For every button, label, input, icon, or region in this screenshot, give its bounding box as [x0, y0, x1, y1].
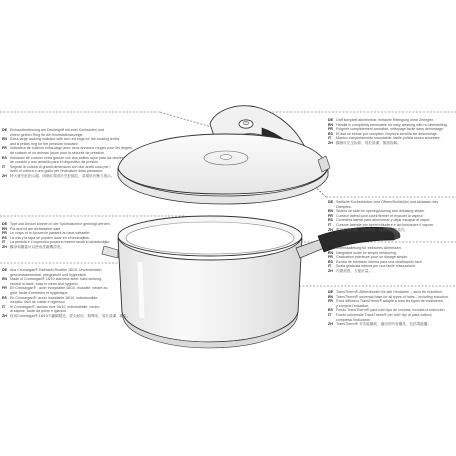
- callout-text: Cursore laterale per aprire/chiudere e far fuoriuscire il vapore.: [336, 222, 435, 227]
- language-code: EN: [328, 294, 333, 299]
- callout-text: Einhandbedienung am Deckelgriff mit zwei Kochstufen und: [10, 128, 104, 132]
- callout-text: La pentola e il coperchio possono essere lavati in lavastoviglie.: [10, 240, 111, 245]
- callout-text: Pot and lid are dishwasher-safe.: [10, 226, 62, 231]
- language-code: DE: [328, 118, 333, 122]
- language-code: ES: [328, 131, 333, 136]
- callout-text: Extra-large cooking indicator with two red rings for the cooking levels: [10, 137, 120, 142]
- language-code: IT: [328, 136, 332, 141]
- callout-text: TransTherm® universal base for all types of hobs – including induction.: [336, 294, 449, 299]
- language-code: EN: [2, 137, 7, 142]
- language-code: EN: [328, 209, 333, 214]
- language-code: ZH: [328, 140, 333, 145]
- callout-text: de cocción y uno amarillo para el dispositivo de presión.: [10, 160, 100, 165]
- callout-text: geschmacksneutral, pflegeleicht und hygienisch.: [10, 272, 88, 277]
- callout-text: 內置刻度，方便計量。: [336, 268, 372, 273]
- callout-text: Poignée complètement amovible, nettoyage facile sans démontage.: [336, 127, 444, 132]
- language-code: IT: [2, 164, 6, 169]
- pot: [118, 216, 302, 348]
- language-code: ES: [328, 218, 333, 223]
- lid-dome: [118, 134, 328, 194]
- lid: [118, 134, 330, 204]
- callout-text: En Cromargan® : acier inoxydable 18/10, inusable, neutre au: [10, 286, 108, 291]
- callout-line: [2, 245, 111, 250]
- callout-text: einem gelben Ring für die Kochstufenanzeige.: [10, 132, 84, 137]
- callout-text: Griff komplett abnehmbar, einfache Reinigung ohne Zerlegen.: [336, 118, 435, 122]
- language-code: ES: [328, 259, 333, 264]
- callout-text: Innenskalierung für einfaches Abmessen.: [336, 246, 402, 250]
- callout-text: Integrated scale for simple measuring.: [336, 250, 397, 255]
- callout-text: de cuisson et un anneau jaune pour la sécurité de pression.: [10, 150, 106, 155]
- pot-highlight: [140, 262, 142, 318]
- language-code: DE: [328, 246, 333, 250]
- callout-text: 鍋身和鍋蓋可以使用洗碗機清洗。: [10, 244, 64, 249]
- language-code: DE: [328, 200, 333, 204]
- callout-text: Scala graduata interna per una facile misurazione.: [336, 264, 417, 269]
- language-code: EN: [328, 250, 333, 255]
- callout-text: goût, facile d'entretien et hygiénique.: [10, 290, 69, 295]
- callout-text: Sliders on side for opening/closing and releasing steam.: [336, 209, 426, 214]
- callout-text: livelli di cottura e uno giallo per l'indicatore della pressione.: [10, 169, 104, 174]
- callout-line: [328, 141, 448, 146]
- cooking-indicator-cap-icon: [243, 121, 249, 125]
- callout-text: Fond diffuseur TransTherm® adapté à tous les types de cuisinières,: [336, 299, 444, 304]
- language-code: EN: [2, 277, 7, 282]
- language-code: ZH: [2, 244, 7, 249]
- language-code: ZH: [2, 173, 7, 178]
- callout-text: 鍋柄可完全拆卸，易於清潔，無需拆解。: [336, 140, 401, 145]
- language-code: DE: [328, 290, 333, 294]
- language-code: DE: [2, 268, 7, 272]
- callout-lid-handle-removable: [328, 118, 448, 146]
- language-code: ZH: [328, 227, 333, 232]
- language-code: EN: [328, 122, 333, 127]
- language-code: ZH: [328, 322, 333, 327]
- language-code: ZH: [328, 268, 333, 273]
- callout-text: Dampfes.: [336, 204, 352, 209]
- callout-text: Aus Cromargan® Edelstahl Rostfrei 18/10: Unverwüstlich,: [10, 268, 103, 272]
- callout-line: [328, 322, 449, 327]
- language-code: EN: [2, 226, 7, 231]
- callout-text: Corredera lateral para abrir/cerrar y dejar escapar el vapor.: [336, 218, 430, 223]
- callout-text: 採用Cromargan® 18/10不鏽鋼製造，經久耐用、無異味、易於清潔、衛生。: [10, 313, 131, 318]
- callout-text: 特大號烹飪指示器，兩個紅環用於烹飪檔位，黃環用於壓力指示。: [10, 173, 115, 178]
- callout-text: al sapore, facile da pulire e igienico.: [10, 309, 68, 314]
- callout-text: Seitliche Kochschieber zum Öffnen/Schließen und Ablassen des: [336, 200, 439, 204]
- callout-text: Indicateur de cuisson extra-large avec deux anneaux rouges pour les degrés: [10, 146, 133, 151]
- callout-pot-body: [2, 222, 111, 250]
- callout-text: neutral in taste, easy to clean and hygienic.: [10, 281, 79, 286]
- language-code: DE: [2, 128, 7, 132]
- language-code: IT: [2, 240, 6, 245]
- callout-text: Topf und Deckel können in der Spülmaschine gereinigt werden.: [10, 222, 111, 226]
- language-code: ES: [328, 308, 333, 313]
- callout-text: In Cromargan®: acciaio inox 18/10, indistruttibile, neutro: [10, 304, 100, 309]
- callout-side-slider: [328, 200, 438, 232]
- language-code: FR: [2, 231, 7, 236]
- language-code: ES: [2, 295, 7, 300]
- callout-line: [328, 269, 423, 274]
- callout-text: Segnali di cottura di grandi dimensioni con due anelli rossi per i: [10, 164, 111, 169]
- language-code: ZH: [2, 313, 7, 318]
- callout-transtherm-base: [328, 290, 449, 327]
- language-code: FR: [2, 286, 7, 291]
- language-code: FR: [328, 299, 333, 304]
- callout-text: and a yellow ring for the pressure indicator.: [10, 141, 79, 146]
- callout-text: y compris l'induction.: [336, 303, 370, 308]
- language-code: IT: [328, 264, 332, 269]
- language-code: IT: [2, 304, 6, 309]
- callout-text: 側面滑動開關，用於開啟／關閉及釋放蒸汽。: [336, 227, 408, 232]
- callout-text: Manico completamente smontabile, facile pulizia senza smontare.: [336, 136, 441, 141]
- callout-text: Le corps et le couvercle passent au lave-vaisselle.: [10, 231, 91, 236]
- language-code: ES: [2, 155, 7, 160]
- callout-cromargan-base: [2, 268, 130, 319]
- callout-text: Graduation intérieure pour un dosage simple.: [336, 255, 409, 260]
- language-code: FR: [328, 127, 333, 132]
- callout-text: Indicador de cocción extra grande con dos anillos rojos para los niveles: [10, 155, 124, 160]
- callout-text: insípido, fácil de cuidar e higiénico.: [10, 300, 66, 305]
- language-code: IT: [328, 312, 332, 317]
- callout-text: Handle is completely removable for easy cleaning with no dismantling.: [336, 122, 448, 127]
- callout-text: TransTherm® 多功能鍋底，適用於所有爐具，包括電磁爐。: [336, 322, 431, 327]
- callout-text: compresa l'induzione.: [336, 317, 371, 322]
- language-code: FR: [2, 146, 7, 151]
- lid-valve-icon: [220, 155, 232, 160]
- callout-line: [328, 228, 438, 233]
- callout-text: Made of Cromargan® 18/10 stainless steel: hard-wearing,: [10, 277, 103, 282]
- language-code: ES: [2, 235, 7, 240]
- callout-line: [2, 314, 130, 319]
- callout-text: Fondo TransTherm® para todo tipo de cocinas, incluida la inducción.: [336, 308, 446, 313]
- callout-text: TransTherm®-Allherdboden für alle Herdarten – auch für Induktion.: [336, 290, 443, 294]
- callout-text: Escala de medición interna para una dosificación fácil.: [336, 259, 423, 264]
- callout-text: Fondo universale TransTherm® per tutti i tipi di piani cottura,: [336, 312, 433, 317]
- language-code: DE: [2, 222, 7, 226]
- language-code: FR: [328, 213, 333, 218]
- callout-text: En Cromargan®: acero inoxidable 18/10, indestructible,: [10, 295, 99, 300]
- callout-text: Curseur latéral pour ouvrir/fermer et évacuer la vapeur.: [336, 213, 424, 218]
- callout-text: El asa se extrae por completo, limpieza sencilla sin desmontaje.: [336, 131, 438, 136]
- callout-lid-handle-indicator: [2, 128, 132, 179]
- language-code: FR: [328, 255, 333, 260]
- language-code: IT: [328, 222, 332, 227]
- callout-line: [2, 174, 132, 179]
- callout-text: La olla y la tapa se pueden lavar en el lavavajillas.: [10, 235, 90, 240]
- pot-inner: [126, 222, 294, 254]
- callout-measuring-scale: [328, 246, 423, 274]
